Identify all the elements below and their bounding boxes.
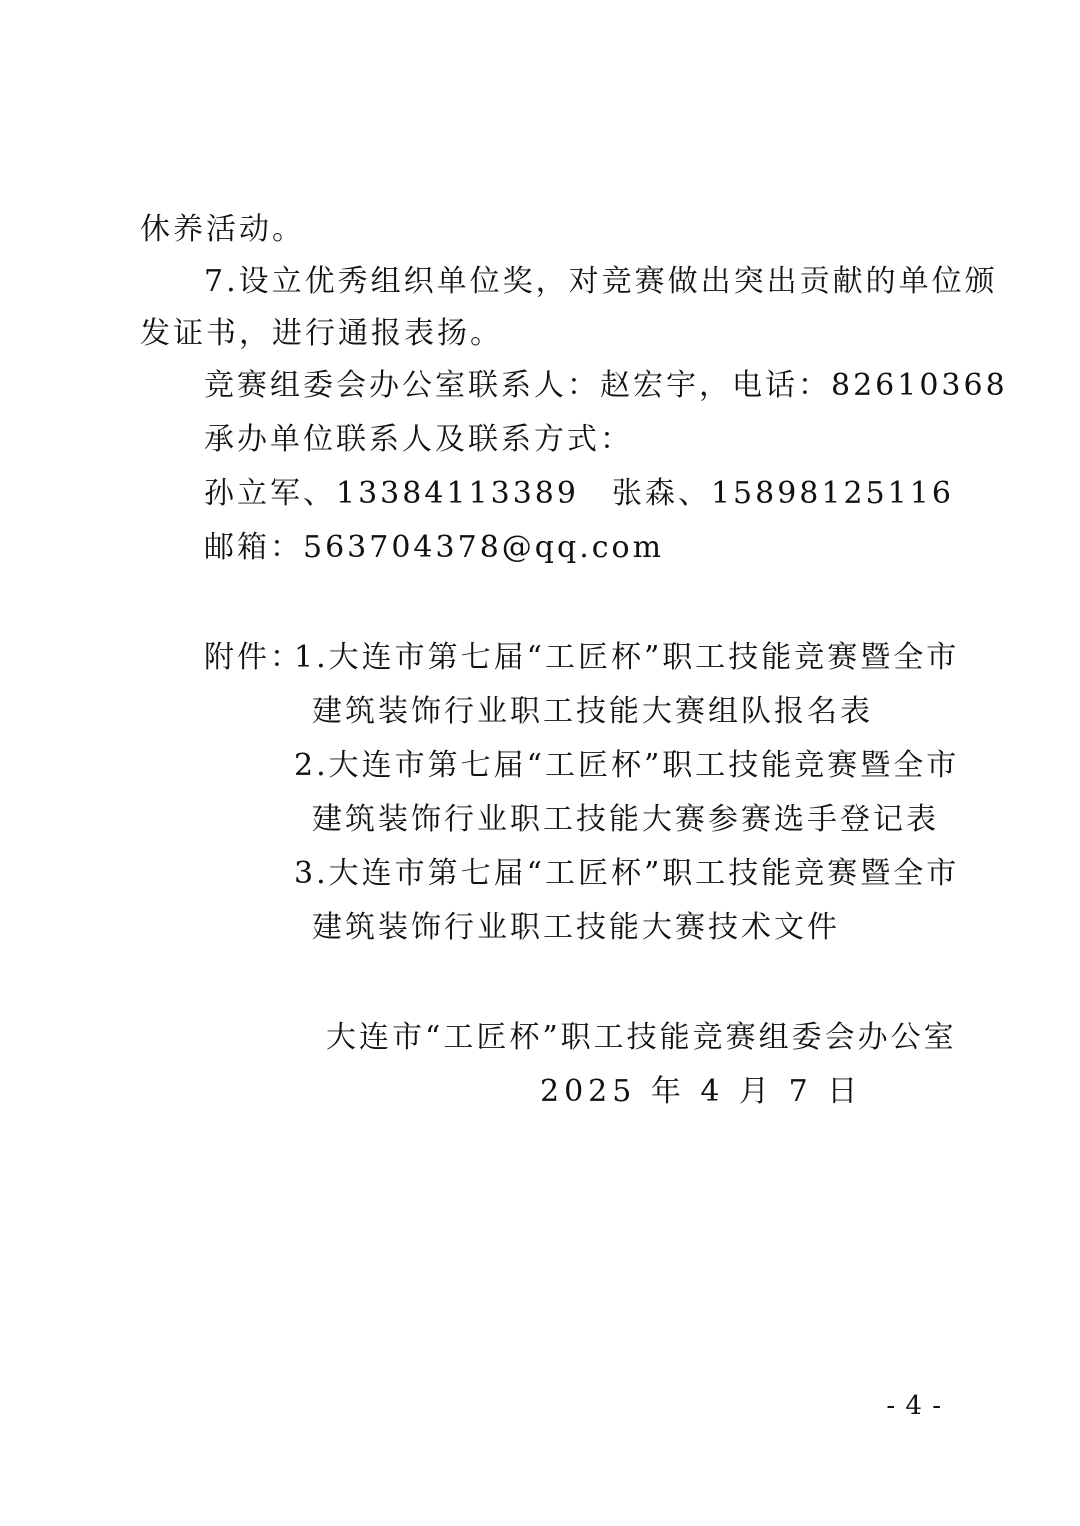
issue-date: 2025 年 4 月 7 日 — [540, 1074, 863, 1109]
attachment-item: 2.大连市第七届“工匠杯”职工技能竞赛暨全市 — [294, 748, 960, 783]
attachment-item: 建筑装饰行业职工技能大赛参赛选手登记表 — [312, 802, 939, 837]
attachment-item: 1.大连市第七届“工匠杯”职工技能竞赛暨全市 — [294, 640, 960, 675]
email-line: 邮箱：563704378@qq.com — [204, 530, 665, 565]
attachment-item: 建筑装饰行业职工技能大赛技术文件 — [312, 910, 840, 945]
contact-line: 承办单位联系人及联系方式： — [204, 422, 633, 457]
attachment-item: 3.大连市第七届“工匠杯”职工技能竞赛暨全市 — [294, 856, 960, 891]
attachments-label: 附件： — [204, 640, 303, 675]
body-text-line: 7.设立优秀组织单位奖，对竞赛做出突出贡献的单位颁 — [204, 264, 998, 299]
body-text-line: 发证书，进行通报表扬。 — [140, 316, 503, 351]
body-text-line: 休养活动。 — [140, 212, 305, 247]
contact-line: 孙立军、13384113389 张森、15898125116 — [204, 476, 954, 511]
contact-line: 竞赛组委会办公室联系人：赵宏宇，电话：82610368 — [204, 368, 1008, 403]
attachment-item: 建筑装饰行业职工技能大赛组队报名表 — [312, 694, 873, 729]
page-number: - 4 - — [886, 1391, 942, 1421]
issuing-organization: 大连市“工匠杯”职工技能竞赛组委会办公室 — [326, 1020, 957, 1055]
